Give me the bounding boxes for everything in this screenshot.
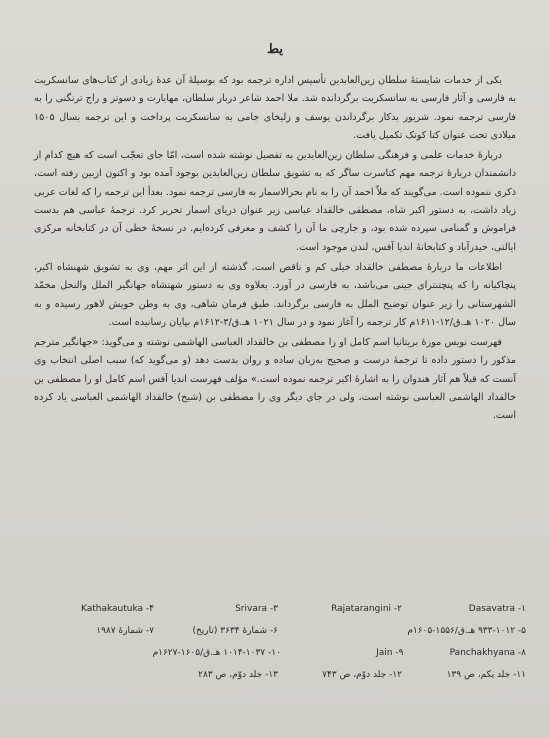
paragraph-2: دربارهٔ خدمات علمی و فرهنگی سلطان زین‌العابدین به تفصیل نوشته شده است، امّا جای تعجّب است که هیچ کدام از دانشمندان دربارهٔ ترجمه مهم کتاسرت ساگر که به تشویق سلطان زین‌العابدین بوجود آمده بود و اکنون ازبین رفته است، ذکری ننموده است. می‌گویند که ملاّ احمد آن را به نام بحرالاسمار به فارسی ترجمه نمود. بعدأ این ترجمه را که لغات عربی زیاد داشت، به دستور اکبر شاه، مصطفی خالقداد عباسی زیر عنوان دریای اسمار تحریر کرد. ترجمهٔ عباسی هم بدست فراموش و گمنامی سپرده شده بود، و جارچی ما آن را کشف و معرفی کرده‌ایم. در نسخهٔ خطی آن در کتابخانه مرکزی ایالتی، حیدرآباد و کتابخانهٔ اندیا آفس، لندن موجود است. xyxy=(34,150,516,253)
footnote: ۱۳- جلد دوّم، ص ۲۸۳ xyxy=(198,670,278,680)
footnote-row xyxy=(30,620,526,642)
footnote: ۷- شمارهٔ ۱۹۸۷ xyxy=(96,626,154,636)
footnotes xyxy=(30,598,526,686)
paragraph-1: یکی از خدمات شایستهٔ سلطان زین‌العابدین تأسیس اداره ترجمه بود که بوسیلهٔ آن عدهٔ زیادی از کتاب‌های سانسکریت به فارسی و آثار فارسی به سانسکریت برگردانده شد. ملا احمد شاعر دربار سلطان، مهابارت و دسوتر و راج ترنگنی را به فارسی ترجمه نمود. شریور بدکار برگرداندن یوسف و زلیخای جامی به سانسکریت پرداخت و این ترجمه بسال ۱۵۰۵ میلادی تحت عنوان کتا کوتک تکمیل یافت. xyxy=(34,75,516,141)
footnote: ۴- Kathakautuka xyxy=(80,604,154,614)
footnote: ۵- ۹۳۳-۱۰۱۲ هـ.ق/۱۵۵۶-۱۶۰۵م xyxy=(407,626,526,636)
footnote xyxy=(278,620,402,642)
body-text xyxy=(34,72,516,426)
footnote: ۱۲- جلد دوّم، ص ۷۴۳ xyxy=(322,670,402,680)
footnote: ۱۱- جلد یکم، ص ۱۳۹ xyxy=(446,670,526,680)
paragraph-4: فهرست نویس موزهٔ بریتانیا اسم کامل او را مصطفی بن خالقداد العباسی الهاشمی نوشته و می‌گوید: «جهانگیر مترجم مذکور را دستور داده تا ترجمهٔ درست و صحیح به‌زبان ساده و روان بدست دهد (و می‌گوید که) سبب اصلی انتخاب وی آنست که قبلاً هم آثار هندوان را به اشارهٔ اکبر ترجمه نموده است.» مؤلف فهرست اندیا آفس اسم کامل او را مصطفی بن خالقداد الهاشمی العباسی نوشته است، ولی در جای دیگر وی را مصطفی بن (شیخ) خالقداد الهاشمی العباسی یاد کرده است. xyxy=(34,337,516,422)
footnote xyxy=(30,664,154,686)
footnote xyxy=(30,642,153,664)
footnote: ۳- Srivara xyxy=(235,604,278,614)
footnote-row xyxy=(30,642,526,664)
footnote: ۱- Dasavatra xyxy=(468,604,526,614)
footnote-row xyxy=(30,664,526,686)
footnote: ۲- Rajatarangini xyxy=(331,604,402,614)
footnote: ۱۰- ۱۰۱۴-۱۰۳۷ هـ.ق/۱۶۰۵-۱۶۲۷م xyxy=(152,648,281,658)
footnote-row xyxy=(30,598,526,620)
footnote: ۶- شمارهٔ ۳۶۳۴ (تاریخ) xyxy=(192,626,278,636)
footnote: ۸- Panchakhyana xyxy=(449,648,526,658)
page-number-mark: یط xyxy=(267,42,283,57)
footnote: ۹- Jain xyxy=(376,648,404,658)
paragraph-3: اطلاعات ما دربارهٔ مصطفی خالقداد خیلی کم و ناقص است. گذشته از این اثر مهم، وی به تشویق شهنشاه اکبر، پنچاکیانه را که پنچتنترای جینی می‌باشد، به فارسی در آورد. بعلاوه وی به دستور شهنشاه جهانگیر الملل والنحل محمّد الشهرستانی را زیر عنوان توضیح الملل به فارسی برگرداند. طبق فرمان شاهی، وی به وطن خویش لاهور رسیده و به سال ۱۰۲۰ هـ.ق/۱۲-۱۶۱۱م کار ترجمه را آغاز نمود و در سال ۱۰۲۱ هـ.ق/۳-۱۶۱۲م بپایان رسانیده است. xyxy=(34,261,516,328)
